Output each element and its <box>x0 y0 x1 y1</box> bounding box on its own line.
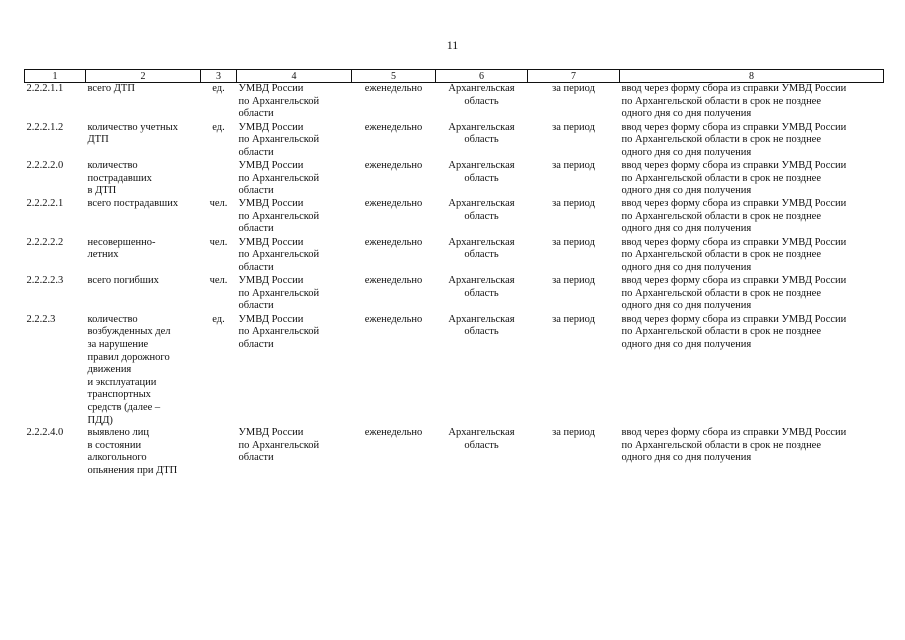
territory: Архангельская область <box>448 160 515 184</box>
territory: Архангельская область <box>448 275 515 299</box>
column-header: 5 <box>352 70 436 83</box>
data-source: УМВД России по Архангельской области <box>238 160 320 197</box>
reporting-period: за период <box>552 83 595 94</box>
reporting-period: за период <box>552 197 595 209</box>
unit-of-measure: ед. <box>212 313 225 325</box>
indicator-code: 2.2.2.2.3 <box>26 275 64 287</box>
column-number-row <box>25 70 884 83</box>
data-source: УМВД России по Архангельской области <box>238 313 320 350</box>
column-header: 1 <box>25 70 86 83</box>
table-row <box>25 122 884 161</box>
collection-method: ввод через форму сбора из справки УМВД России по Архангельской области в срок не позднее одного дня со дня получения <box>621 121 847 158</box>
territory: Архангельская область <box>448 83 515 107</box>
unit-of-measure <box>201 160 237 198</box>
table-row <box>25 427 884 477</box>
indicator-code: 2.2.2.4.0 <box>26 427 64 439</box>
reporting-period: за период <box>552 121 595 133</box>
table-row <box>25 198 884 237</box>
indicator-code: 2.2.2.2.0 <box>26 160 64 172</box>
data-source: УМВД России по Архангельской области <box>238 427 320 464</box>
indicator-code: 2.2.2.2.1 <box>26 197 64 209</box>
update-frequency: еженедельно <box>364 313 423 325</box>
column-header: 6 <box>436 70 528 83</box>
collection-method: ввод через форму сбора из справки УМВД России по Архангельской области в срок не позднее одного дня со дня получения <box>621 313 847 350</box>
data-source: УМВД России по Архангельской области <box>238 197 320 235</box>
indicator-name: несовершенно- летних <box>87 236 156 261</box>
update-frequency: еженедельно <box>364 427 423 439</box>
table-row <box>25 83 884 122</box>
indicator-name: всего пострадавших <box>87 197 179 209</box>
unit-of-measure: ед. <box>212 83 225 94</box>
indicator-name: количество учетных ДТП <box>87 121 178 146</box>
page-number: 11 <box>446 38 459 52</box>
indicator-name: всего погибших <box>87 275 159 287</box>
column-header: 7 <box>528 70 620 83</box>
update-frequency: еженедельно <box>364 121 423 133</box>
data-source: УМВД России по Архангельской области <box>238 121 320 158</box>
collection-method: ввод через форму сбора из справки УМВД России по Архангельской области в срок не позднее одного дня со дня получения <box>621 160 847 197</box>
reporting-period: за период <box>552 313 595 325</box>
data-source: УМВД России по Архангельской области <box>238 83 320 120</box>
data-source: УМВД России по Архангельской области <box>238 236 320 273</box>
territory: Архангельская область <box>448 313 515 338</box>
indicator-code: 2.2.2.3 <box>26 313 56 325</box>
table-row <box>25 237 884 276</box>
indicator-name: количество возбужденных дел за нарушение правил дорожного движения и эксплуатации транспортных средств (далее – ПДД) <box>87 313 171 426</box>
collection-method: ввод через форму сбора из справки УМВД России по Архангельской области в срок не позднее одного дня со дня получения <box>621 275 847 312</box>
column-header: 8 <box>620 70 884 83</box>
indicator-code: 2.2.2.1.1 <box>26 83 64 94</box>
reporting-period: за период <box>552 160 595 172</box>
column-header: 2 <box>86 70 201 83</box>
territory: Архангельская область <box>448 121 515 146</box>
table-row <box>25 160 884 198</box>
collection-method: ввод через форму сбора из справки УМВД России по Архангельской области в срок не позднее одного дня со дня получения <box>621 83 847 120</box>
unit-of-measure <box>201 427 237 477</box>
column-header: 3 <box>201 70 237 83</box>
update-frequency: еженедельно <box>364 160 423 172</box>
indicator-name: количество пострадавших в ДТП <box>87 160 152 197</box>
indicator-name: выявлено лиц в состоянии алкогольного опьянения при ДТП <box>87 427 178 476</box>
reporting-period: за период <box>552 236 595 248</box>
collection-method: ввод через форму сбора из справки УМВД России по Архангельской области в срок не позднее одного дня со дня получения <box>621 427 847 464</box>
reporting-period: за период <box>552 275 595 287</box>
unit-of-measure: чел. <box>209 236 228 248</box>
territory: Архангельская область <box>448 427 515 451</box>
reporting-period: за период <box>552 427 595 439</box>
collection-method: ввод через форму сбора из справки УМВД России по Архангельской области в срок не позднее одного дня со дня получения <box>621 236 847 273</box>
collection-method: ввод через форму сбора из справки УМВД России по Архангельской области в срок не позднее одного дня со дня получения <box>621 197 847 235</box>
indicator-code: 2.2.2.1.2 <box>26 121 64 133</box>
territory: Архангельская область <box>448 197 515 222</box>
table-row <box>25 314 884 427</box>
table-row <box>25 275 884 314</box>
indicator-code: 2.2.2.2.2 <box>26 236 64 248</box>
column-header: 4 <box>237 70 352 83</box>
unit-of-measure: ед. <box>212 121 225 133</box>
data-source: УМВД России по Архангельской области <box>238 275 320 312</box>
unit-of-measure: чел. <box>209 275 228 287</box>
indicator-name: всего ДТП <box>87 83 135 94</box>
indicators-table <box>24 69 884 477</box>
update-frequency: еженедельно <box>364 83 423 94</box>
update-frequency: еженедельно <box>364 197 423 209</box>
update-frequency: еженедельно <box>364 236 423 248</box>
unit-of-measure: чел. <box>209 197 228 209</box>
update-frequency: еженедельно <box>364 275 423 287</box>
territory: Архангельская область <box>448 236 515 261</box>
